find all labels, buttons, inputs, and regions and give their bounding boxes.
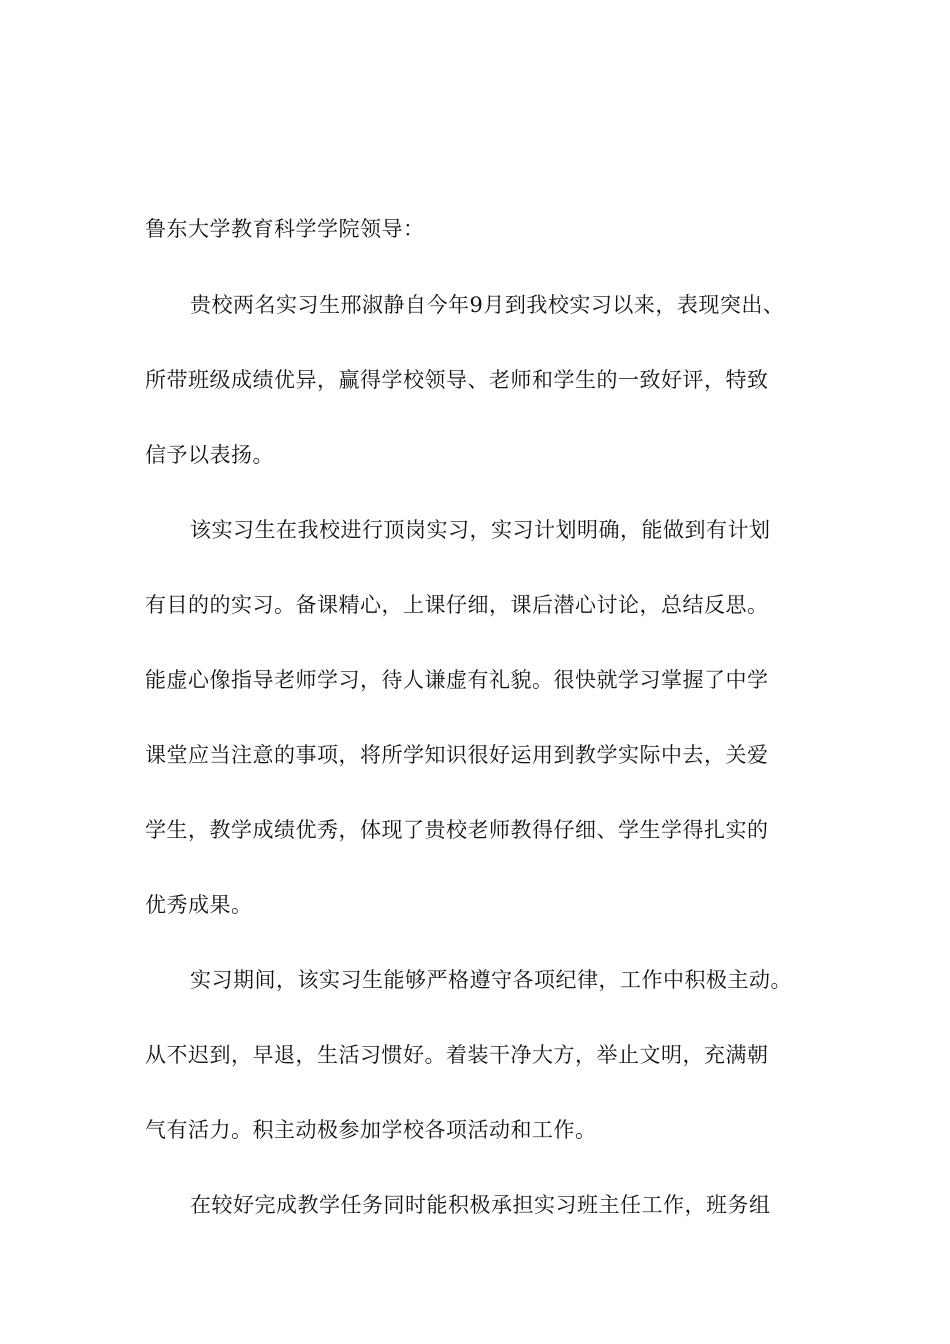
paragraph-line: 信予以表扬。 bbox=[145, 443, 274, 467]
paragraph-line: 在较好完成教学任务同时能积极承担实习班主任工作，班务组 bbox=[190, 1193, 771, 1217]
paragraph-line: 从不迟到，早退，生活习惯好。着装干净大方，举止文明，充满朝 bbox=[145, 1043, 769, 1067]
paragraph-line: 有目的的实习。备课精心，上课仔细，课后潜心讨论，总结反思。 bbox=[145, 593, 769, 617]
paragraph-line: 实习期间，该实习生能够严格遵守各项纪律，工作中积极主动。 bbox=[190, 968, 792, 992]
paragraph-line: 所带班级成绩优异，赢得学校领导、老师和学生的一致好评，特致 bbox=[145, 368, 769, 392]
paragraph-line: 课堂应当注意的事项，将所学知识很好运用到教学实际中去，关爱 bbox=[145, 743, 769, 767]
paragraph-line: 能虚心像指导老师学习，待人谦虚有礼貌。很快就学习掌握了中学 bbox=[145, 668, 769, 692]
paragraph-line: 气有活力。积主动极参加学校各项活动和工作。 bbox=[145, 1118, 597, 1142]
salutation: 鲁东大学教育科学学院领导： bbox=[145, 217, 425, 241]
paragraph-line: 优秀成果。 bbox=[145, 893, 253, 917]
paragraph-line: 学生，教学成绩优秀，体现了贵校老师教得仔细、学生学得扎实的 bbox=[145, 818, 769, 842]
paragraph-line: 该实习生在我校进行顶岗实习，实习计划明确，能做到有计划 bbox=[190, 518, 771, 542]
paragraph-line: 贵校两名实习生邢淑静自今年9月到我校实习以来，表现突出、 bbox=[190, 293, 785, 317]
